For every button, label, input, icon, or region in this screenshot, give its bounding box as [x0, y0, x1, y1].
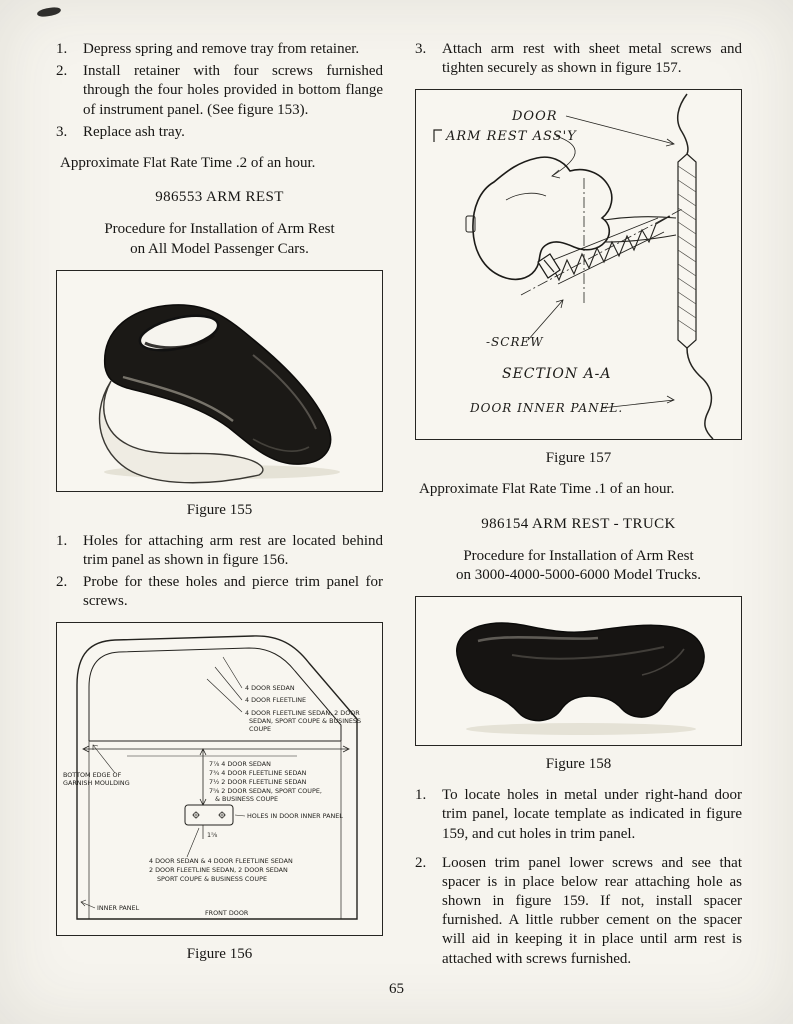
- fig156-label: HOLES IN DOOR INNER PANEL: [247, 812, 343, 821]
- step-number: 1.: [415, 787, 427, 804]
- flat-rate-note: Approximate Flat Rate Time .2 of an hour.: [60, 154, 316, 171]
- fig156-dim-label: 7⅝ 2 DOOR SEDAN, SPORT COUPE,: [209, 787, 322, 796]
- procedure-line: Procedure for Installation of Arm Rest: [104, 221, 335, 238]
- truck-armrest-illustration: [416, 597, 740, 745]
- fig157-label-panel: DOOR INNER PANEL.: [470, 401, 624, 416]
- leader-line: [215, 667, 242, 700]
- fig156-label: INNER PANEL: [97, 904, 140, 913]
- step-text: Probe for these holes and pierce trim panel for screws.: [83, 574, 383, 610]
- panel-hatching: [678, 166, 696, 332]
- step-text: To locate holes in metal under right-hand door trim panel, locate template as indicated in figure 159, and cut holes in trim panel.: [442, 787, 742, 842]
- arrowhead: [667, 396, 674, 403]
- leader-line: [223, 657, 242, 688]
- list-item: [56, 123, 383, 142]
- figure-156-frame: [56, 622, 383, 936]
- garnish-moulding-label: [63, 745, 130, 787]
- fig156-label: 4 DOOR SEDAN & 4 DOOR FLEETLINE SEDAN: [149, 857, 293, 866]
- fig156-label: FRONT DOOR: [205, 909, 249, 918]
- fig156-label: COUPE: [249, 725, 272, 734]
- step-number: 2.: [56, 574, 68, 591]
- fig157-label-armrest: ARM REST ASS'Y: [446, 129, 577, 145]
- step-number: 2.: [415, 854, 427, 871]
- step-text: Holes for attaching arm rest are located behind trim panel as shown in figure 156.: [83, 532, 383, 568]
- window-inner-line: [89, 648, 341, 741]
- leader-line: [528, 300, 563, 340]
- fig156-label: 4 DOOR SEDAN: [245, 684, 295, 693]
- list-item: [415, 40, 742, 78]
- step-number: 1.: [56, 41, 68, 57]
- fig156-dim-label: 1⅝: [207, 831, 218, 840]
- list-item: [56, 532, 383, 570]
- flat-rate-note: Approximate Flat Rate Time .1 of an hour.: [419, 481, 675, 498]
- armrest-section-outline: [466, 158, 676, 280]
- fig156-dim-label: & BUSINESS COUPE: [215, 795, 279, 804]
- procedure-title: [415, 547, 742, 585]
- step-text: Replace ash tray.: [83, 123, 185, 140]
- step-text: Loosen trim panel lower screws and see that spacer is in place below rear attaching hole as shown in figure 159. If not, install spacer furnished. A little rubber cement on the spacer will aid in keeping it in place until arm rest is attached with screws furnished.: [442, 854, 742, 967]
- figure-155-frame: [56, 270, 383, 492]
- fig157-label-screw: -SCREW: [486, 335, 544, 350]
- scan-artifact-mark: [36, 6, 61, 18]
- fig156-label: GARNISH MOULDING: [63, 779, 130, 788]
- leader-line: [235, 815, 245, 816]
- figure-158-frame: [415, 596, 742, 746]
- fig156-label: SPORT COUPE & BUSINESS COUPE: [157, 875, 267, 884]
- procedure-line: Procedure for Installation of Arm Rest: [463, 547, 694, 564]
- leader-line: [81, 902, 95, 908]
- fig156-label: BOTTOM EDGE OF: [63, 771, 122, 780]
- step-text: Depress spring and remove tray from retainer.: [83, 41, 360, 57]
- step-number: 2.: [56, 63, 68, 80]
- belt-lines: [83, 741, 349, 756]
- panel-top-line: [678, 94, 688, 154]
- step-number: 3.: [415, 41, 427, 57]
- fig156-label: 4 DOOR FLEETLINE: [245, 696, 307, 705]
- footer-labels: [81, 900, 249, 917]
- step-number: 3.: [56, 123, 68, 140]
- leader-line: [207, 679, 242, 712]
- fig156-dim-label: 7¾ 4 DOOR FLEETLINE SEDAN: [209, 769, 307, 778]
- mounting-bracket: [604, 217, 676, 242]
- right-column: [415, 40, 742, 976]
- steps-list-top: [56, 40, 383, 142]
- left-column: [56, 40, 383, 976]
- figure-157-frame: [415, 89, 742, 440]
- procedure-line: on All Model Passenger Cars.: [130, 240, 309, 257]
- door-inner-panel-drawing: [678, 94, 713, 439]
- armrest-illustration: [57, 271, 381, 491]
- page-number: 65: [389, 981, 404, 997]
- door-template-diagram: [57, 623, 381, 935]
- fig156-dim-label: 7½ 2 DOOR FLEETLINE SEDAN: [209, 778, 307, 787]
- figure-caption-157: Figure 157: [545, 450, 612, 467]
- page-columns: [56, 40, 742, 976]
- list-item: [415, 786, 742, 844]
- step-text: Install retainer with four screws furnished through the four holes provided in bottom flange of instrument panel. (See figure 153).: [83, 63, 383, 118]
- top-right-labels: [207, 657, 361, 733]
- part-number-heading: 986553 ARM REST: [155, 189, 284, 206]
- leader-line: [566, 116, 674, 144]
- truck-armrest-shadow: [466, 723, 696, 735]
- procedure-line: on 3000-4000-5000-6000 Model Trucks.: [455, 566, 701, 583]
- fig156-label: 4 DOOR FLEETLINE SEDAN, 2 DOOR: [245, 709, 360, 718]
- steps-list-continued: [415, 40, 742, 78]
- fig157-label-door: DOOR: [512, 109, 558, 125]
- label-bracket: [434, 130, 442, 142]
- fig156-label: 2 DOOR FLEETLINE SEDAN, 2 DOOR SEDAN: [149, 866, 288, 875]
- panel-bottom-line: [687, 348, 713, 439]
- bottom-labels: [149, 828, 293, 883]
- step-text: Attach arm rest with sheet metal screws and tighten securely as shown in figure 157.: [442, 41, 742, 77]
- armrest-hole-template: [185, 805, 343, 839]
- leader-line: [187, 828, 199, 857]
- steps-list-bottom: [415, 786, 742, 969]
- fig156-label: SEDAN, SPORT COUPE & BUSINESS: [249, 717, 362, 726]
- part-number-heading: 986154 ARM REST - TRUCK: [481, 515, 676, 532]
- list-item: [56, 62, 383, 120]
- fig157-label-section: SECTION A-A: [502, 366, 612, 383]
- fig156-dim-label: 7⅞ 4 DOOR SEDAN: [209, 760, 271, 769]
- list-item: [56, 40, 383, 59]
- panel-strip: [678, 154, 696, 348]
- step-number: 1.: [56, 532, 68, 549]
- procedure-title: [56, 220, 383, 258]
- figure-caption-158: Figure 158: [545, 756, 612, 773]
- armrest-section-diagram: [416, 90, 740, 439]
- list-item: [56, 573, 383, 611]
- dimension-rows: [200, 749, 322, 805]
- steps-list-mid: [56, 532, 383, 612]
- figure-caption-156: Figure 156: [186, 946, 253, 963]
- hole-crosshair: [192, 811, 226, 819]
- figure-caption-155: Figure 155: [186, 501, 253, 518]
- list-item: [415, 854, 742, 969]
